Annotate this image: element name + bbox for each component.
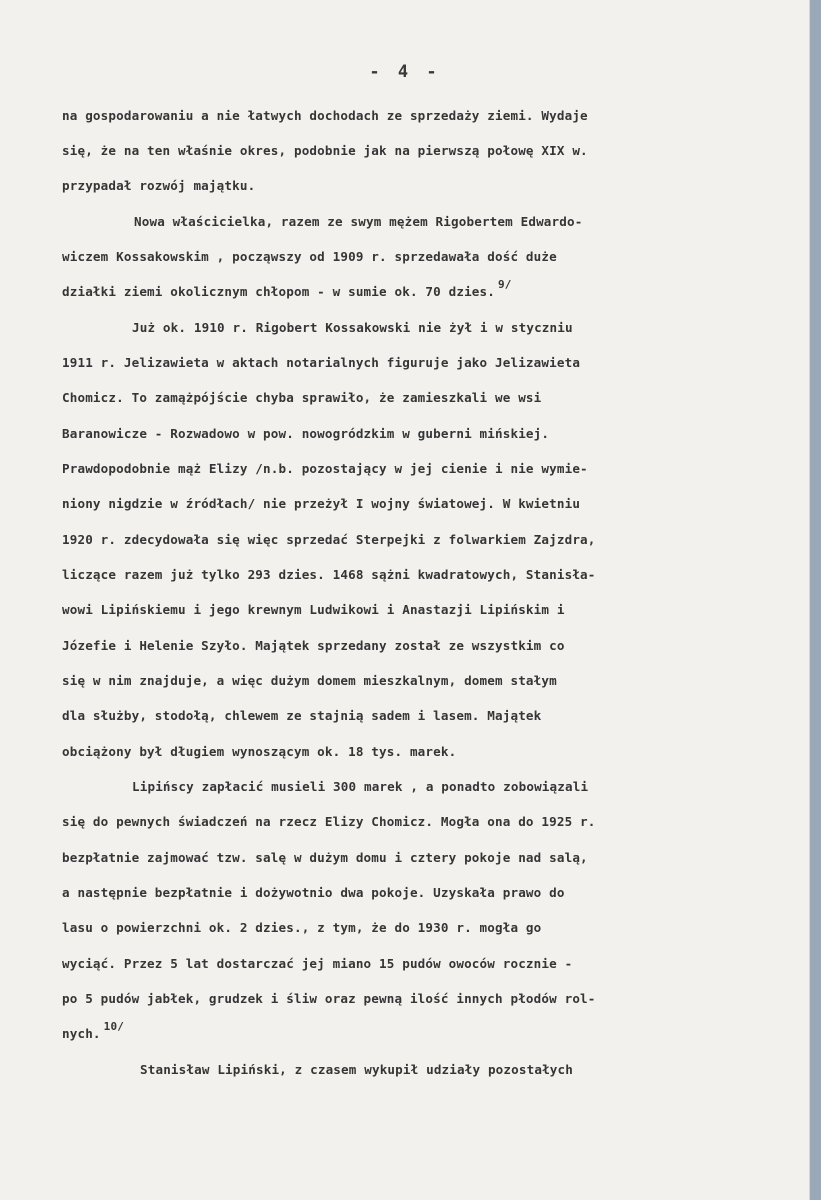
text-line: się, że na ten właśnie okres, podobnie jak na pierwszą połowę XIX w.	[62, 143, 588, 158]
text-line: przypadał rozwój majątku.	[62, 178, 256, 193]
text-line: 1920 r. zdecydowała się więc sprzedać Sterpejki z folwarkiem Zajzdra,	[62, 532, 596, 547]
text-line: po 5 pudów jabłek, grudzek i śliw oraz pewną ilość innych płodów rol-	[62, 991, 596, 1006]
text-line: niony nigdzie w źródłach/ nie przeżył I wojny światowej. W kwietniu	[62, 496, 581, 511]
text-line: się w nim znajduje, a więc dużym domem mieszkalnym, domem stałym	[62, 673, 557, 688]
text-line: dla służby, stodołą, chlewem ze stajnią sadem i lasem. Majątek	[62, 708, 542, 723]
text-line: liczące razem już tylko 293 dzies. 1468 sążni kwadratowych, Stanisła-	[62, 567, 596, 582]
text-line: wyciąć. Przez 5 lat dostarczać jej miano 15 pudów owoców rocznie -	[62, 956, 573, 971]
text-line: Józefie i Helenie Szyło. Majątek sprzedany został ze wszystkim co	[62, 638, 565, 653]
text-line: wowi Lipińskiemu i jego krewnym Ludwikowi i Anastazji Lipińskim i	[62, 602, 565, 617]
text-line: wiczem Kossakowskim , począwszy od 1909 r. sprzedawała dość duże	[62, 249, 557, 264]
text-line: Nowa właścicielka, razem ze swym mężem Rigobertem Edwardo-	[134, 214, 583, 229]
text-line: lasu o powierzchni ok. 2 dzies., z tym, że do 1930 r. mogła go	[62, 920, 542, 935]
text-line: bezpłatnie zajmować tzw. salę w dużym domu i cztery pokoje nad salą,	[62, 850, 588, 865]
page-number: - 4 -	[369, 62, 441, 82]
text-line: na gospodarowaniu a nie łatwych dochodach ze sprzedaży ziemi. Wydaje	[62, 108, 588, 123]
text-line: Już ok. 1910 r. Rigobert Kossakowski nie żył i w styczniu	[132, 320, 573, 335]
text-line: obciążony był długiem wynoszącym ok. 18 tys. marek.	[62, 744, 457, 759]
text-line: nych. 10/	[62, 1020, 124, 1041]
text-line: Lipińscy zapłacić musieli 300 marek , a ponadto zobowiązali	[132, 779, 589, 794]
text-line: 1911 r. Jelizawieta w aktach notarialnych figuruje jako Jelizawieta	[62, 355, 581, 370]
text-line: Stanisław Lipiński, z czasem wykupił udziały pozostałych	[140, 1062, 573, 1077]
text-line: się do pewnych świadczeń na rzecz Elizy Chomicz. Mogła ona do 1925 r.	[62, 814, 596, 829]
text-line: a następnie bezpłatnie i dożywotnio dwa pokoje. Uzyskała prawo do	[62, 885, 565, 900]
text-line: Baranowicze - Rozwadowo w pow. nowogródzkim w guberni mińskiej.	[62, 426, 550, 441]
text-line: Prawdopodobnie mąż Elizy /n.b. pozostający w jej cienie i nie wymie-	[62, 461, 588, 476]
page-edge	[810, 0, 821, 1200]
footnote-marker: 9/	[498, 278, 512, 291]
text-line: Chomicz. To zamążpójście chyba sprawiło, że zamieszkali we wsi	[62, 390, 542, 405]
text-line: działki ziemi okolicznym chłopom - w sumie ok. 70 dzies. 9/	[62, 278, 512, 299]
footnote-marker: 10/	[103, 1020, 124, 1033]
